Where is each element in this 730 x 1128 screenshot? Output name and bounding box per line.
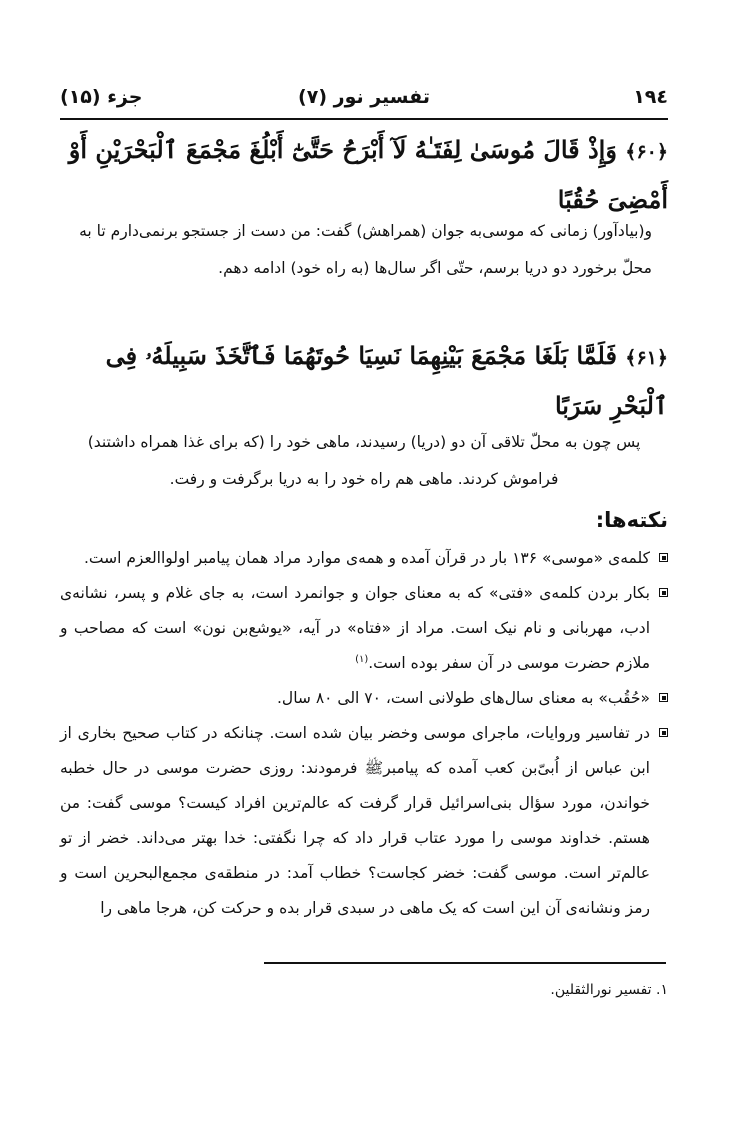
- footnote-divider: [264, 962, 666, 964]
- book-title: تفسیر نور (۷): [298, 86, 430, 108]
- note-text: کلمه‌ی «موسی» ۱۳۶ بار در قرآن آمده و همه‌ی موارد مراد همان پیامبر اولواالعزم است.: [83, 549, 650, 567]
- verse-text: فَلَمَّا بَلَغَا مَجْمَعَ بَيْنِهِمَا نَسِيَا حُوتَهُمَا فَٱتَّخَذَ سَبِيلَهُۥ فِى ٱلْبَحْرِ سَرَبًا: [105, 341, 668, 420]
- verse-61-arabic: [60, 332, 668, 429]
- square-bullet-icon: [659, 693, 668, 702]
- verse-text: وَإِذْ قَالَ مُوسَىٰ لِفَتَـٰهُ لَآ أَبْرَحُ حَتَّىٰٓ أَبْلُغَ مَجْمَعَ ٱلْبَحْرَيْنِ أَوْ أَمْضِىَ حُقُبًا: [68, 135, 668, 214]
- footnote-ref: (۱): [355, 653, 369, 665]
- footnote: ۱. تفسیر نورالثقلین.: [550, 982, 668, 998]
- note-text: در تفاسیر وروایات، ماجرای موسی وخضر بیان شده است. چنانکه در کتاب صحیح بخاری از ابن عباس از اُبیّ‌بن کعب آمده که پیامبرﷺ فرمودند: روزی حضرت موسی در حال خطبه خواندن، مورد سؤال بنی‌اسرائیل قرار گرفت که عالم‌ترین افراد کیست؟ موسی گفت: من هستم. خداوند موسی را مورد عتاب قرار داد که چرا نگفتی: خدا بهتر می‌داند. خضر از تو عالم‌تر است. موسی گفت: خضر کجاست؟ خطاب آمد: در منطقه‌ی مجمع‌البحرین است و رمز ونشانه‌ی آن این است که یک ماهی در سبدی قرار بده و حرکت کن، هرجا ماهی را: [60, 724, 650, 917]
- verse-number: ﴿۶۰﴾: [625, 141, 668, 163]
- header-divider: [60, 118, 668, 120]
- verse-60-arabic: [60, 126, 668, 223]
- list-item: [60, 681, 668, 716]
- verse-number: ﴿۶۱﴾: [625, 347, 668, 369]
- square-bullet-icon: [659, 728, 668, 737]
- square-bullet-icon: [659, 553, 668, 562]
- note-text: «حُقُب» به معنای سال‌های طولانی است، ۷۰ الی ۸۰ سال.: [277, 689, 650, 707]
- verse-60-translation: و(بیادآور) زمانی که موسی‌به جوان (همراهش) گفت: من دست از جستجو برنمی‌دارم تا به محلّ برخورد دو دریا برسم، حتّی اگر سال‌ها (به راه خود) ادامه دهم.: [79, 222, 652, 277]
- square-bullet-icon: [659, 588, 668, 597]
- note-text: بکار بردن کلمه‌ی «فتی» که به معنای جوان و جوانمرد است، به جای غلام و پسر، نشانه‌ی ادب، مهربانی و نام نیک است. مراد از «فتاه» در آیه، «یوشع‌بن نون» است که مصاحب و ملازم حضرت موسی در آن سفر بوده است.: [60, 584, 650, 672]
- list-item: [60, 541, 668, 576]
- page-number: ۱۹٤: [633, 86, 668, 108]
- part-label: جزء (۱۵): [60, 86, 143, 108]
- verse-61-translation: پس چون به محلّ تلاقی آن دو (دریا) رسیدند، ماهی خود را (که برای غذا همراه داشتند) فراموش کردند. ماهی هم راه خود را به دریا برگرفت و رفت.: [87, 433, 641, 488]
- list-item: [60, 716, 668, 926]
- list-item: [60, 576, 668, 681]
- page-header: [60, 86, 668, 116]
- notes-list: [60, 541, 668, 926]
- notes-heading: نکته‌ها:: [595, 508, 668, 532]
